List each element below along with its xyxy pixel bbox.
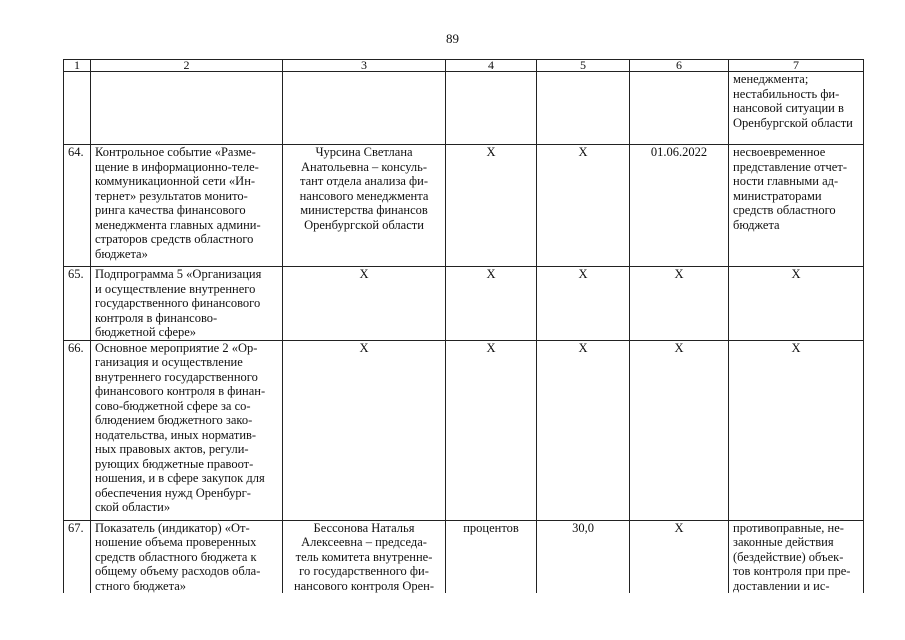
value-cell bbox=[537, 72, 630, 145]
unit-cell: Х bbox=[446, 267, 537, 341]
table-row bbox=[64, 340, 864, 520]
responsible-person: Х bbox=[283, 267, 446, 341]
event-name: Основное мероприятие 2 «Ор- ганизация и осуществление внутреннего государственного финансового контроля в финан- сово-бюджетной сфере за со- блюдением бюджетного зако- нодательства, иных норматив- ных правовых актов, регули- рующих бюджетные правоот- ношения, и в сфере закупок для обеспечения нужд Оренбург- ской области» bbox=[91, 340, 283, 520]
unit-cell: Х bbox=[446, 145, 537, 267]
risk-cell: несвоевременное представление отчет- ности главными ад- министраторами средств областного бюджета bbox=[729, 145, 864, 267]
date-cell: Х bbox=[630, 520, 729, 593]
table-row bbox=[64, 72, 864, 145]
date-cell: Х bbox=[630, 340, 729, 520]
value-cell: 30,0 bbox=[537, 520, 630, 593]
unit-cell: Х bbox=[446, 340, 537, 520]
event-name bbox=[91, 72, 283, 145]
column-header-7: 7 bbox=[729, 60, 864, 72]
event-name: Показатель (индикатор) «От- ношение объема проверенных средств областного бюджета к общему объему расходов обла- стного бюджета» bbox=[91, 520, 283, 593]
responsible-person: Х bbox=[283, 340, 446, 520]
value-cell: Х bbox=[537, 267, 630, 341]
column-header-3: 3 bbox=[283, 60, 446, 72]
date-cell: 01.06.2022 bbox=[630, 145, 729, 267]
column-header-1: 1 bbox=[64, 60, 91, 72]
row-number: 64. bbox=[64, 145, 91, 267]
column-header-2: 2 bbox=[91, 60, 283, 72]
table-row bbox=[64, 145, 864, 267]
page-number: 89 bbox=[446, 31, 459, 46]
event-name: Контрольное событие «Разме- щение в информационно-теле- коммуникационной сети «Ин- тернет» результатов монито- ринга качества финансового менеджмента главных админи- страторов средств областного бюджета» bbox=[91, 145, 283, 267]
responsible-person: Бессонова Наталья Алексеевна – председа- тель комитета внутренне- го государственного фи- нансового контроля Орен- bbox=[283, 520, 446, 593]
risk-cell: Х bbox=[729, 340, 864, 520]
column-header-5: 5 bbox=[537, 60, 630, 72]
row-number: 65. bbox=[64, 267, 91, 341]
table-row bbox=[64, 267, 864, 341]
value-cell: Х bbox=[537, 340, 630, 520]
column-header-6: 6 bbox=[630, 60, 729, 72]
risk-cell: менеджмента; нестабильность фи- нансовой ситуации в Оренбургской области bbox=[729, 72, 864, 145]
event-name: Подпрограмма 5 «Организация и осуществление внутреннего государственного финансового контроля в финансово- бюджетной сфере» bbox=[91, 267, 283, 341]
row-number: 66. bbox=[64, 340, 91, 520]
unit-cell: процентов bbox=[446, 520, 537, 593]
row-number: 67. bbox=[64, 520, 91, 593]
column-header-4: 4 bbox=[446, 60, 537, 72]
table-row bbox=[64, 520, 864, 593]
column-number-row bbox=[64, 60, 864, 72]
responsible-person bbox=[283, 72, 446, 145]
document-table bbox=[63, 59, 864, 593]
unit-cell bbox=[446, 72, 537, 145]
value-cell: Х bbox=[537, 145, 630, 267]
date-cell bbox=[630, 72, 729, 145]
row-number bbox=[64, 72, 91, 145]
risk-cell: противоправные, не- законные действия (бездействие) объек- тов контроля при пре- доставлении и ис- bbox=[729, 520, 864, 593]
date-cell: Х bbox=[630, 267, 729, 341]
responsible-person: Чурсина Светлана Анатольевна – консуль- тант отдела анализа фи- нансового менеджмента министерства финансов Оренбургской области bbox=[283, 145, 446, 267]
risk-cell: Х bbox=[729, 267, 864, 341]
